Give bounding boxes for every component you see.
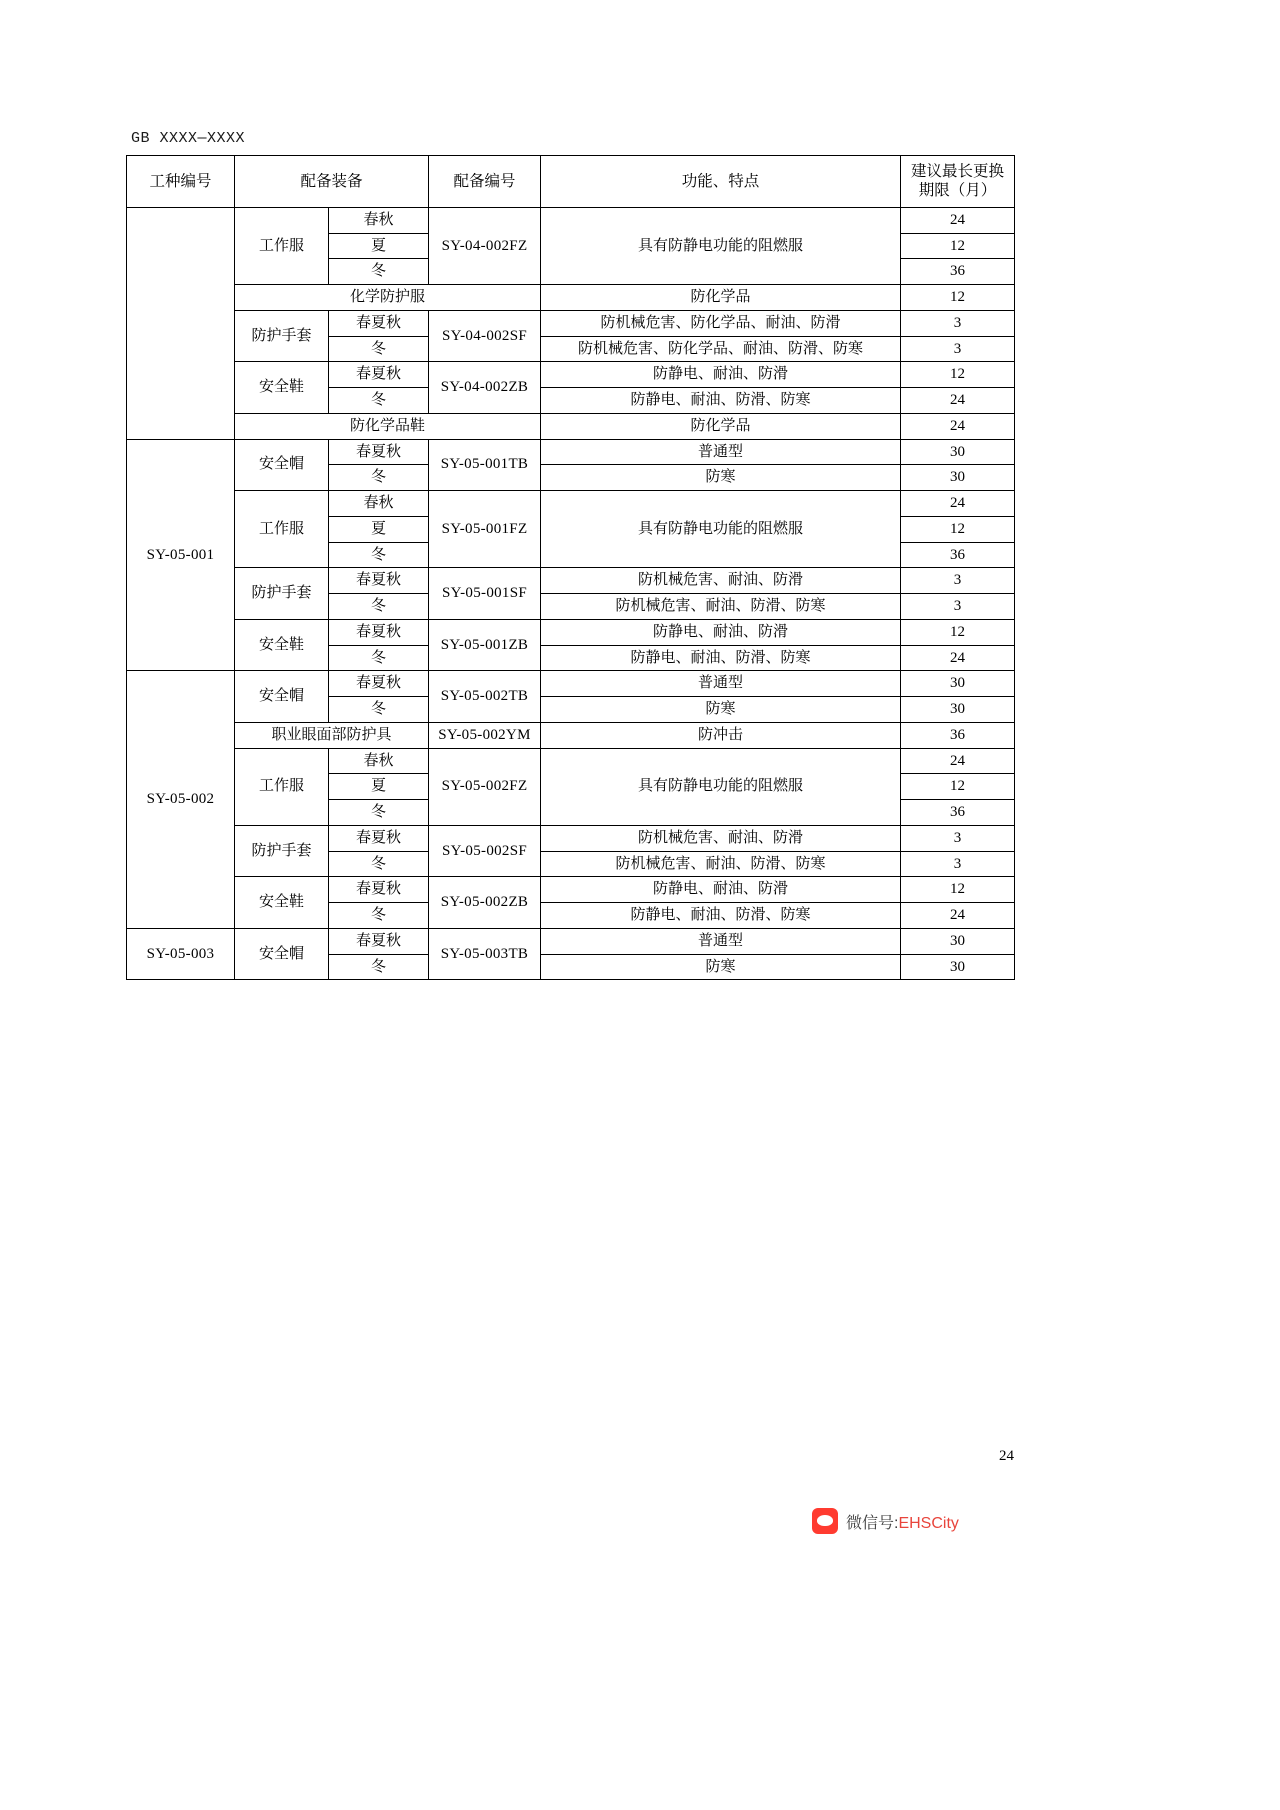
cell-months: 12 [901, 877, 1015, 903]
cell-equipment: 化学防护服 [235, 285, 541, 311]
cell-equipment: 安全鞋 [235, 619, 329, 671]
table-row [127, 439, 1015, 465]
table-header [127, 156, 1015, 208]
header-job-code: 工种编号 [127, 156, 235, 208]
cell-season: 春秋 [329, 207, 429, 233]
cell-season: 春夏秋 [329, 877, 429, 903]
wechat-prefix: 微信号: [846, 1514, 899, 1532]
cell-function: 防静电、耐油、防滑 [541, 619, 901, 645]
table-header-row [127, 156, 1015, 208]
wechat-label [846, 1510, 959, 1533]
cell-function: 具有防静电功能的阻燃服 [541, 748, 901, 825]
cell-months: 24 [901, 413, 1015, 439]
cell-months: 3 [901, 851, 1015, 877]
table-row [127, 928, 1015, 954]
cell-season: 夏 [329, 233, 429, 259]
standard-header: GB XXXX—XXXX [131, 130, 246, 147]
cell-months: 12 [901, 516, 1015, 542]
cell-months: 24 [901, 645, 1015, 671]
cell-months: 36 [901, 542, 1015, 568]
cell-months: 30 [901, 954, 1015, 980]
table-row [127, 748, 1015, 774]
cell-job-code: SY-05-003 [127, 928, 235, 980]
cell-months: 30 [901, 928, 1015, 954]
cell-job-code [127, 207, 235, 439]
cell-months: 30 [901, 671, 1015, 697]
cell-season: 冬 [329, 903, 429, 929]
cell-equipment: 安全帽 [235, 671, 329, 723]
table-row [127, 362, 1015, 388]
cell-season: 冬 [329, 465, 429, 491]
cell-function: 防静电、耐油、防滑 [541, 362, 901, 388]
cell-equipment-code: SY-05-002YM [429, 722, 541, 748]
cell-months: 3 [901, 594, 1015, 620]
cell-function: 防化学品 [541, 413, 901, 439]
cell-equipment: 防护手套 [235, 825, 329, 877]
cell-season: 夏 [329, 516, 429, 542]
cell-function: 具有防静电功能的阻燃服 [541, 207, 901, 284]
cell-function: 防机械危害、防化学品、耐油、防滑、防寒 [541, 336, 901, 362]
cell-season: 冬 [329, 800, 429, 826]
header-equipment-code: 配备编号 [429, 156, 541, 208]
table-row [127, 877, 1015, 903]
cell-season: 冬 [329, 954, 429, 980]
table-row [127, 285, 1015, 311]
table-row [127, 310, 1015, 336]
cell-equipment: 工作服 [235, 491, 329, 568]
cell-season: 春夏秋 [329, 439, 429, 465]
cell-function: 防机械危害、耐油、防滑、防寒 [541, 594, 901, 620]
cell-season: 春夏秋 [329, 310, 429, 336]
cell-season: 春夏秋 [329, 825, 429, 851]
cell-months: 3 [901, 825, 1015, 851]
cell-season: 冬 [329, 645, 429, 671]
cell-equipment: 安全鞋 [235, 362, 329, 414]
cell-function: 防机械危害、耐油、防滑 [541, 825, 901, 851]
cell-function: 防机械危害、耐油、防滑 [541, 568, 901, 594]
table-row [127, 825, 1015, 851]
cell-season: 春夏秋 [329, 568, 429, 594]
cell-equipment-code: SY-05-001TB [429, 439, 541, 491]
cell-season: 冬 [329, 851, 429, 877]
cell-season: 冬 [329, 697, 429, 723]
cell-season: 春秋 [329, 491, 429, 517]
cell-equipment-code: SY-05-001FZ [429, 491, 541, 568]
cell-function: 防冲击 [541, 722, 901, 748]
cell-months: 24 [901, 903, 1015, 929]
cell-season: 冬 [329, 336, 429, 362]
cell-months: 30 [901, 697, 1015, 723]
table-row [127, 671, 1015, 697]
cell-job-code: SY-05-002 [127, 671, 235, 929]
cell-function: 防静电、耐油、防滑、防寒 [541, 388, 901, 414]
cell-months: 12 [901, 362, 1015, 388]
cell-months: 24 [901, 748, 1015, 774]
cell-months: 30 [901, 465, 1015, 491]
cell-equipment: 安全鞋 [235, 877, 329, 929]
cell-months: 12 [901, 774, 1015, 800]
cell-equipment: 防护手套 [235, 568, 329, 620]
cell-equipment-code: SY-05-002TB [429, 671, 541, 723]
cell-equipment-code: SY-05-003TB [429, 928, 541, 980]
cell-equipment-code: SY-05-002ZB [429, 877, 541, 929]
ppe-allocation-table [126, 155, 1015, 980]
table-row [127, 413, 1015, 439]
cell-season: 春秋 [329, 748, 429, 774]
page-number: 24 [999, 1448, 1014, 1464]
cell-function: 普通型 [541, 928, 901, 954]
cell-season: 春夏秋 [329, 619, 429, 645]
cell-equipment: 工作服 [235, 748, 329, 825]
cell-season: 冬 [329, 259, 429, 285]
cell-function: 防静电、耐油、防滑、防寒 [541, 645, 901, 671]
cell-equipment-code: SY-05-001SF [429, 568, 541, 620]
table-row [127, 207, 1015, 233]
cell-function: 防化学品 [541, 285, 901, 311]
cell-function: 具有防静电功能的阻燃服 [541, 491, 901, 568]
table-row [127, 568, 1015, 594]
cell-equipment: 安全帽 [235, 439, 329, 491]
cell-months: 24 [901, 491, 1015, 517]
cell-season: 冬 [329, 542, 429, 568]
cell-equipment: 安全帽 [235, 928, 329, 980]
cell-equipment-code: SY-04-002SF [429, 310, 541, 362]
table-row [127, 619, 1015, 645]
wechat-footer-badge [812, 1508, 959, 1534]
header-equipment: 配备装备 [235, 156, 429, 208]
cell-months: 24 [901, 388, 1015, 414]
header-function: 功能、特点 [541, 156, 901, 208]
cell-equipment-code: SY-05-002FZ [429, 748, 541, 825]
cell-season: 冬 [329, 594, 429, 620]
cell-season: 春夏秋 [329, 671, 429, 697]
cell-season: 冬 [329, 388, 429, 414]
cell-equipment: 防化学品鞋 [235, 413, 541, 439]
cell-function: 防机械危害、防化学品、耐油、防滑 [541, 310, 901, 336]
cell-job-code: SY-05-001 [127, 439, 235, 671]
table-row [127, 722, 1015, 748]
header-replacement-period: 建议最长更换期限（月） [901, 156, 1015, 208]
cell-season: 春夏秋 [329, 362, 429, 388]
cell-months: 12 [901, 619, 1015, 645]
cell-season: 夏 [329, 774, 429, 800]
table-row [127, 491, 1015, 517]
cell-equipment-code: SY-04-002FZ [429, 207, 541, 284]
cell-months: 24 [901, 207, 1015, 233]
cell-function: 普通型 [541, 439, 901, 465]
cell-months: 3 [901, 310, 1015, 336]
cell-months: 36 [901, 800, 1015, 826]
table-body [127, 207, 1015, 980]
cell-months: 36 [901, 722, 1015, 748]
cell-equipment-code: SY-04-002ZB [429, 362, 541, 414]
cell-function: 防机械危害、耐油、防滑、防寒 [541, 851, 901, 877]
cell-function: 防寒 [541, 954, 901, 980]
cell-months: 36 [901, 259, 1015, 285]
cell-function: 普通型 [541, 671, 901, 697]
cell-function: 防寒 [541, 465, 901, 491]
cell-equipment: 职业眼面部防护具 [235, 722, 429, 748]
cell-function: 防静电、耐油、防滑 [541, 877, 901, 903]
cell-months: 3 [901, 336, 1015, 362]
cell-equipment-code: SY-05-001ZB [429, 619, 541, 671]
cell-months: 30 [901, 439, 1015, 465]
wechat-brand: EHSCity [898, 1514, 959, 1532]
wechat-logo-icon [812, 1508, 838, 1534]
cell-months: 12 [901, 285, 1015, 311]
cell-function: 防静电、耐油、防滑、防寒 [541, 903, 901, 929]
cell-equipment-code: SY-05-002SF [429, 825, 541, 877]
cell-months: 3 [901, 568, 1015, 594]
cell-equipment: 工作服 [235, 207, 329, 284]
cell-function: 防寒 [541, 697, 901, 723]
cell-season: 春夏秋 [329, 928, 429, 954]
cell-equipment: 防护手套 [235, 310, 329, 362]
cell-months: 12 [901, 233, 1015, 259]
